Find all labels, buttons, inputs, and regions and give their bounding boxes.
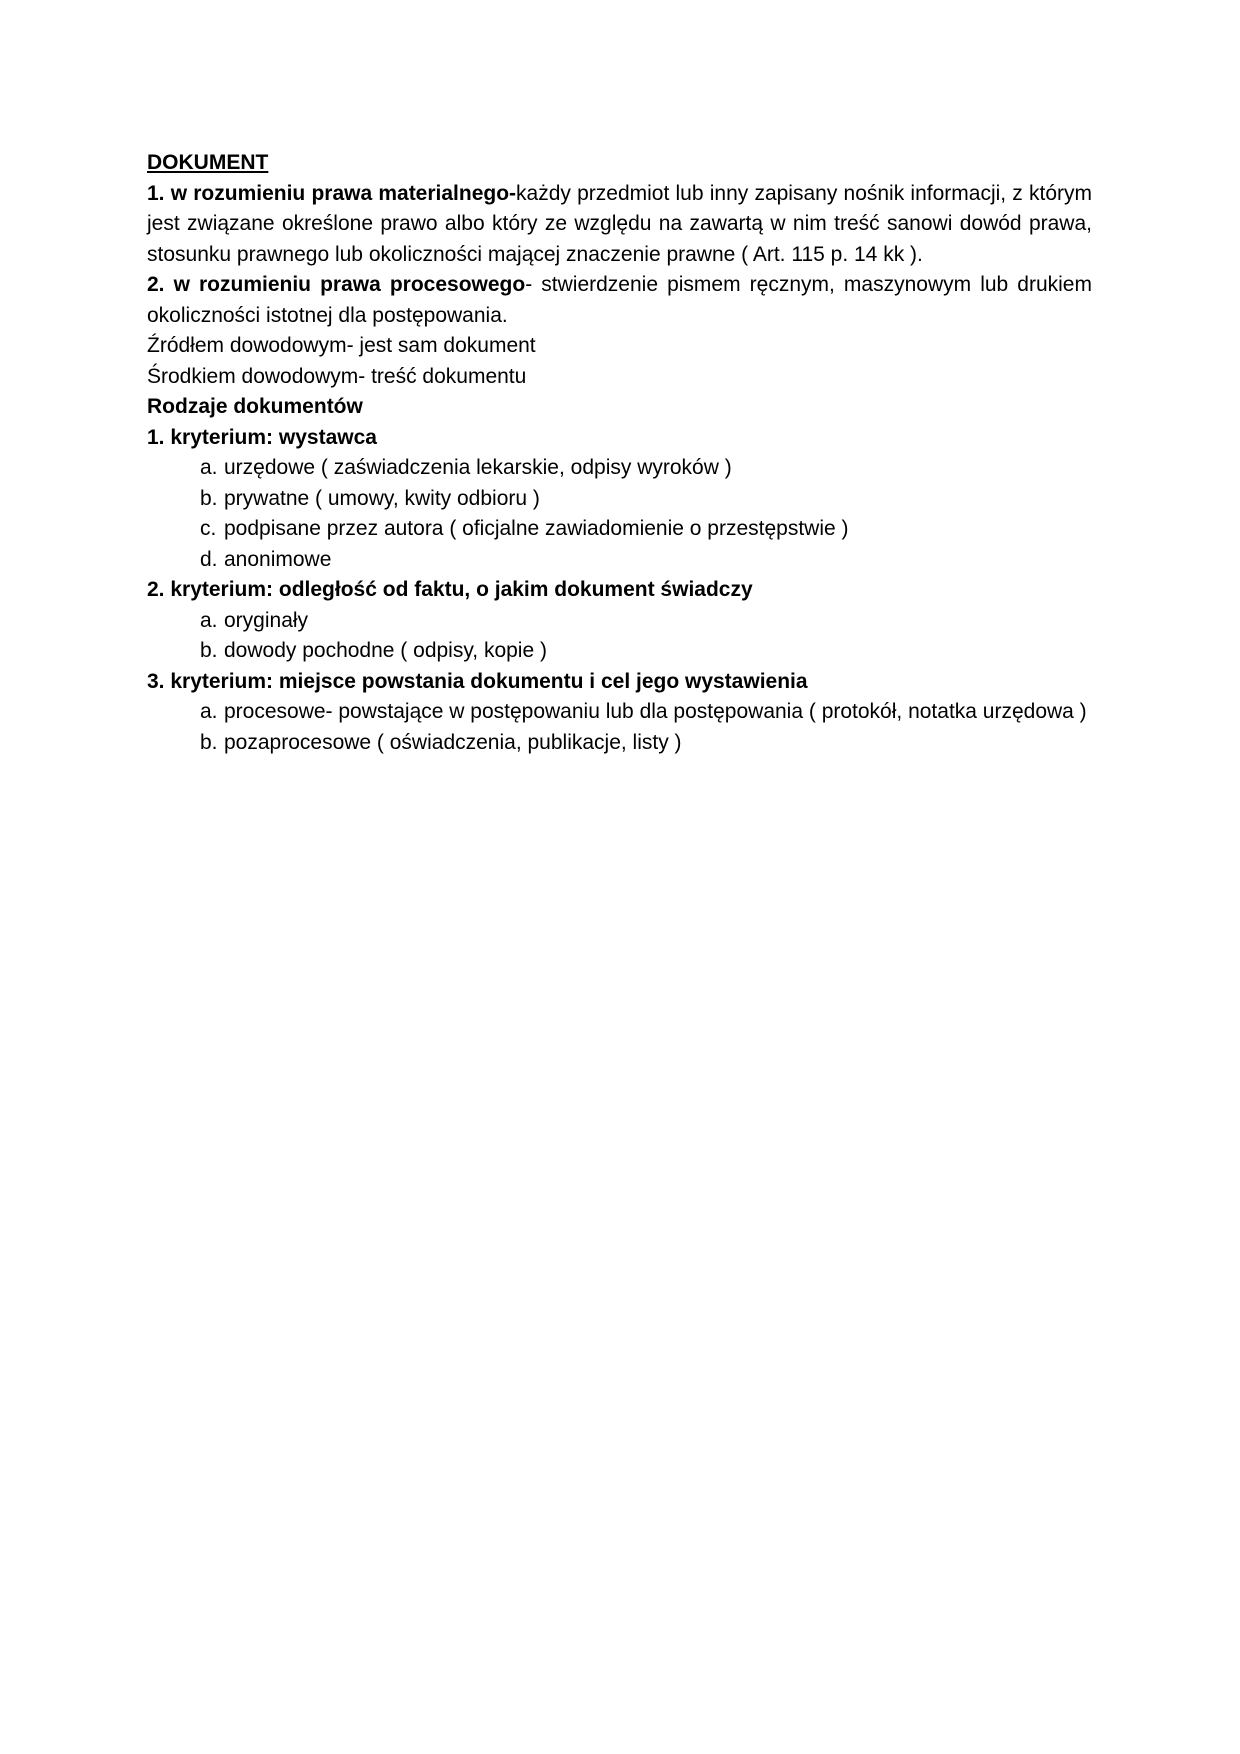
criterion-item xyxy=(147,484,1092,515)
means-of-evidence-line: Środkiem dowodowym- treść dokumentu xyxy=(147,364,527,388)
item-text: urzędowe ( zaświadczenia lekarskie, odpisy wyroków ) xyxy=(224,456,732,479)
criterion-heading: 2. kryterium: odległość od faktu, o jakim dokument świadczy xyxy=(147,578,753,601)
criterion-item xyxy=(147,514,1092,545)
item-text: prywatne ( umowy, kwity odbioru ) xyxy=(224,486,540,510)
criterion-heading: 1. kryterium: wystawca xyxy=(147,425,377,449)
criterion-heading: 3. kryterium: miejsce powstania dokumentu i cel jego wystawienia xyxy=(147,669,808,693)
item-marker: b. xyxy=(200,486,218,510)
item-text: oryginały xyxy=(224,608,309,632)
item-marker: d. xyxy=(200,547,218,571)
document-body xyxy=(147,148,1092,758)
definition-term: w rozumieniu prawa materialnego- xyxy=(170,181,517,205)
document-types-heading: Rodzaje dokumentów xyxy=(147,395,363,418)
item-marker: a. xyxy=(200,608,218,632)
criterion-item xyxy=(147,697,1092,728)
source-of-evidence-line: Źródłem dowodowym- jest sam dokument xyxy=(147,334,536,357)
definition-number: 2. xyxy=(147,273,165,296)
criterion-item xyxy=(147,453,1092,484)
item-marker: c. xyxy=(200,517,217,540)
document-title: DOKUMENT xyxy=(147,151,269,174)
item-text: procesowe- powstające w postępowaniu lub dla postępowania ( protokół, notatka urzędowa ) xyxy=(224,700,1087,723)
item-text: dowody pochodne ( odpisy, kopie ) xyxy=(224,639,547,662)
criterion-item xyxy=(147,545,1092,576)
criterion-item xyxy=(147,636,1092,667)
item-marker: a. xyxy=(200,700,218,723)
criterion-item xyxy=(147,606,1092,637)
item-text: anonimowe xyxy=(224,547,332,571)
item-text: podpisane przez autora ( oficjalne zawiadomienie o przestępstwie ) xyxy=(224,517,849,540)
definition-text: każdy przedmiot lub inny zapisany nośnik informacji, z którym jest związane określone prawo albo który ze względu na zawartą w nim treść sanowi dowód prawa, stosunku prawnego lub okoliczności mającej znaczenie prawne ( Art. 115 p. 14 kk ). xyxy=(147,181,1093,266)
definition-text: - stwierdzenie pismem ręcznym, maszynowym lub drukiem okoliczności istotnej dla postępowania. xyxy=(147,273,1092,327)
definition-material xyxy=(147,179,1092,271)
item-marker: b. xyxy=(200,730,218,754)
item-text: pozaprocesowe ( oświadczenia, publikacje, listy ) xyxy=(224,730,682,754)
definition-term: w rozumieniu prawa procesowego xyxy=(173,273,526,296)
item-marker: b. xyxy=(200,639,218,662)
definition-procedural xyxy=(147,270,1092,331)
item-marker: a. xyxy=(200,456,218,479)
definition-number: 1. xyxy=(147,181,165,205)
criterion-item xyxy=(147,728,1092,759)
